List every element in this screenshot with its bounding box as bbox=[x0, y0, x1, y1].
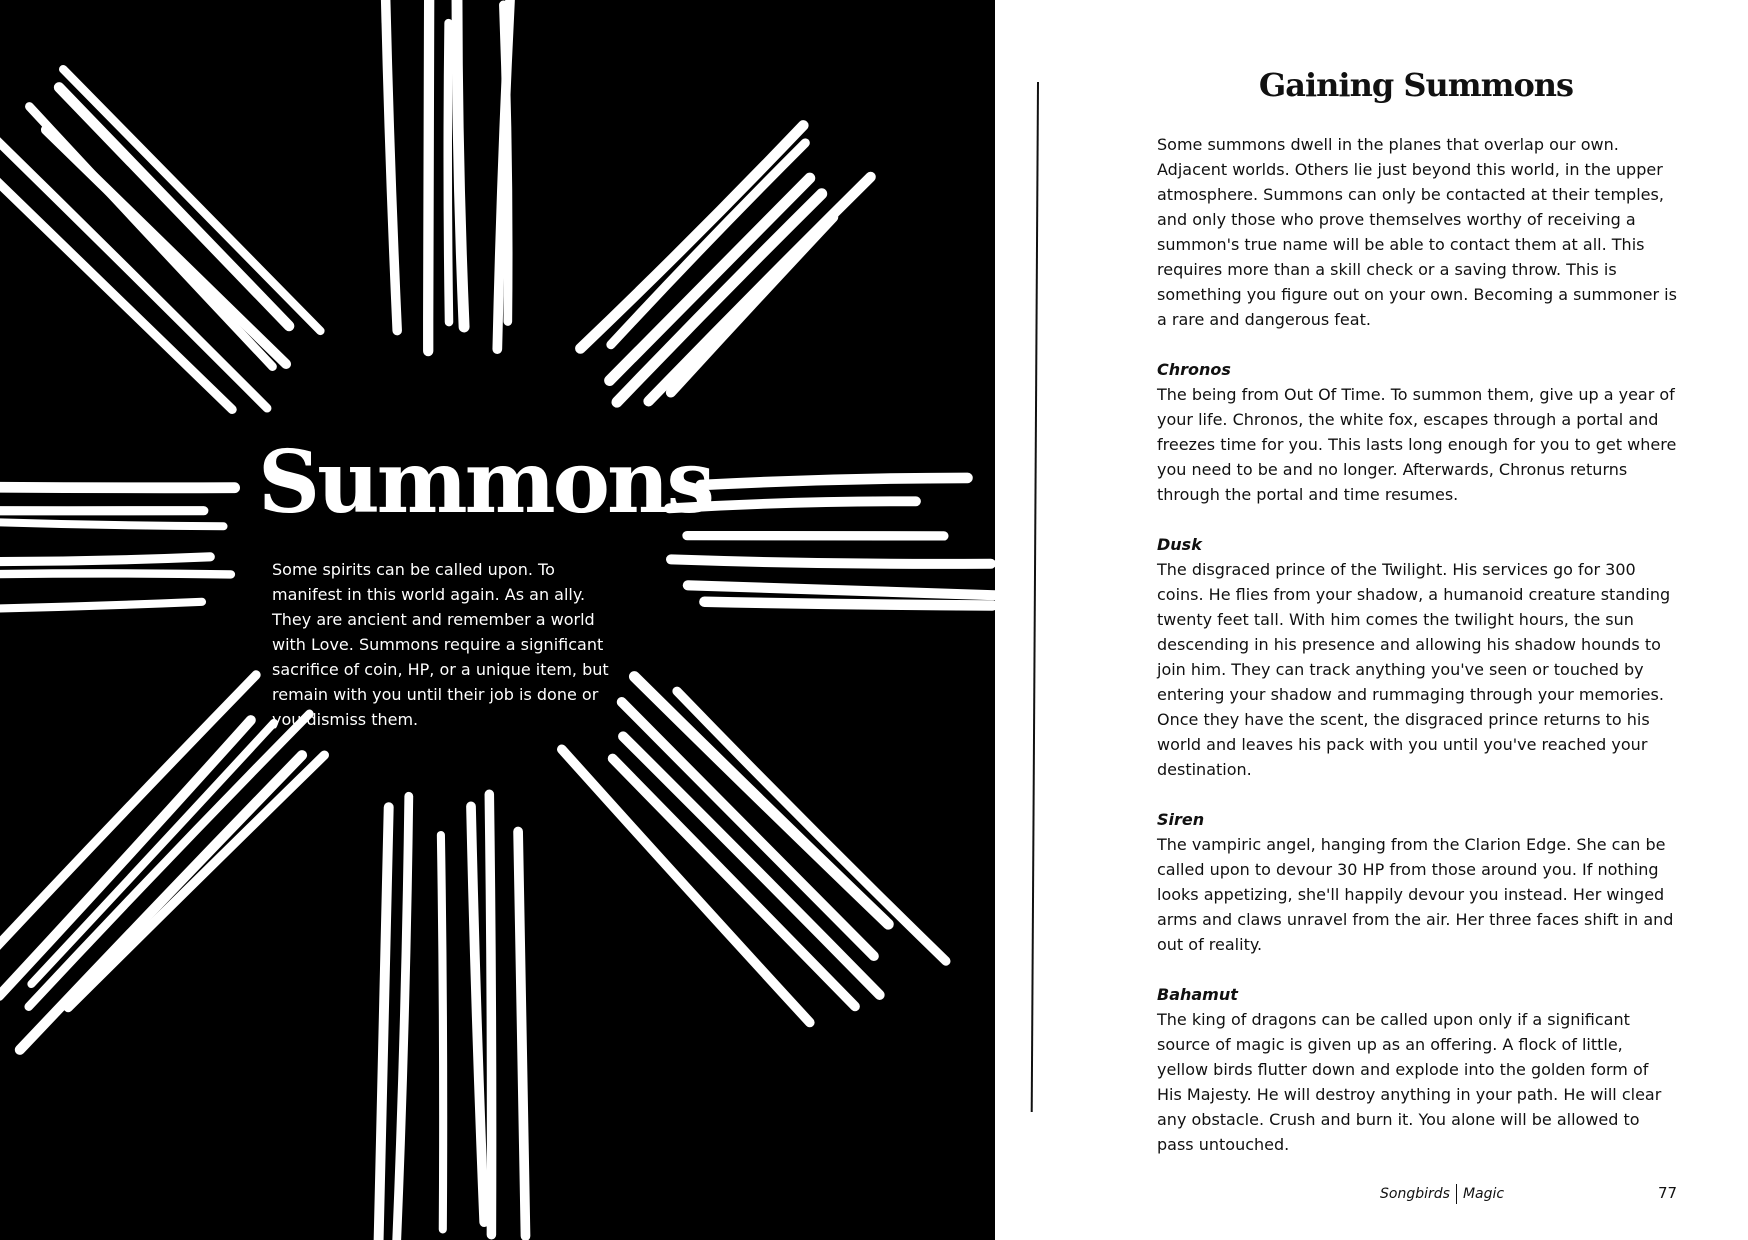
entry-text: The king of dragons can be called upon only if a significant source of magic is given up as an offering. A flock of little, yellow birds flutter down and explode into the golden form of His Majesty. He will destroy anything in your path. He will clear any obstacle. Crush and burn it. You alone will be allowed to pass untouched. bbox=[1157, 1010, 1662, 1154]
ray-stroke bbox=[613, 759, 855, 1007]
ray-stroke bbox=[704, 602, 992, 606]
ray-stroke bbox=[503, 5, 508, 322]
ray-stroke bbox=[688, 585, 995, 595]
ray-stroke bbox=[59, 87, 289, 326]
ray-stroke bbox=[46, 130, 286, 364]
ray-stroke bbox=[0, 573, 231, 575]
ray-stroke bbox=[63, 69, 320, 331]
ray-stroke bbox=[31, 723, 274, 984]
ray-stroke bbox=[622, 702, 874, 956]
ray-stroke bbox=[0, 519, 224, 526]
summon-entry-dusk bbox=[1157, 532, 1677, 782]
vertical-divider bbox=[1031, 82, 1039, 1112]
page-number: 77 bbox=[1658, 1184, 1678, 1202]
running-footer bbox=[1380, 1184, 1504, 1204]
ray-stroke bbox=[489, 794, 491, 1234]
ray-stroke bbox=[701, 478, 968, 485]
ray-stroke bbox=[441, 835, 443, 1229]
page-title-right: Gaining Summons bbox=[1258, 66, 1574, 104]
summons-list bbox=[1157, 357, 1677, 1182]
summon-entry-bahamut bbox=[1157, 982, 1677, 1157]
page-title-left: Summons bbox=[258, 432, 712, 533]
entry-text: The disgraced prince of the Twilight. His services go for 300 coins. He flies from your shadow, a humanoid creature standing twenty feet tall. With him comes the twilight hours, the sun descending in his presence and allowing his shadow hounds to join him. They can track anything you've seen or touched by entering your shadow and rummaging through your memories. Once they have the scent, the disgraced prince returns to his world and leaves his pack with you until you've reached your destination. bbox=[1157, 560, 1671, 779]
ray-stroke bbox=[428, 0, 429, 351]
summon-entry-siren bbox=[1157, 807, 1677, 957]
ray-stroke bbox=[385, 0, 397, 331]
ray-stroke bbox=[448, 23, 449, 322]
entry-name: Bahamut bbox=[1157, 985, 1238, 1004]
ray-stroke bbox=[518, 832, 525, 1237]
ray-stroke bbox=[0, 602, 202, 611]
ray-stroke bbox=[395, 796, 409, 1240]
entry-text: The vampiric angel, hanging from the Clarion Edge. She can be called upon to devour 30 HP from those around you. If nothing looks appetizing, she'll happily devour you instead. Her winged arms and claws unravel from the air. Her three faces shift in and out of reality. bbox=[1157, 835, 1674, 954]
footer-chapter: Magic bbox=[1462, 1186, 1505, 1202]
footer-separator bbox=[1456, 1184, 1457, 1204]
entry-name: Dusk bbox=[1157, 535, 1202, 554]
ray-stroke bbox=[0, 557, 210, 562]
ray-stroke bbox=[471, 806, 484, 1222]
ray-stroke bbox=[634, 677, 888, 925]
summon-entry-chronos bbox=[1157, 357, 1677, 507]
ray-stroke bbox=[379, 807, 389, 1240]
ray-stroke bbox=[580, 125, 803, 348]
left-intro-text: Some spirits can be called upon. To manifest in this world again. As an ally. They are ancient and remember a world with Love. Summons require a significant sacrifice of coin, HP, or a unique item, but remain with you until their job is done or you dismiss them. bbox=[272, 560, 609, 729]
ray-stroke bbox=[671, 559, 991, 563]
entry-name: Siren bbox=[1157, 810, 1205, 829]
ray-stroke bbox=[20, 755, 302, 1050]
footer-book-title: Songbirds bbox=[1380, 1186, 1450, 1202]
ray-stroke bbox=[29, 714, 310, 1007]
right-intro-text: Some summons dwell in the planes that overlap our own. Adjacent worlds. Others lie just beyond this world, in the upper atmosphere. Summons can only be contacted at their temples, and only those who prove themselves worthy of receiving a summon's true name will be able to contact them at all. This requires more than a skill check or a saving throw. This is something you figure out on your own. Becoming a summoner is a rare and dangerous feat. bbox=[1157, 135, 1677, 329]
entry-text: The being from Out Of Time. To summon them, give up a year of your life. Chronos, the white fox, escapes through a portal and freezes time for you. This lasts long enough for you to get where you need to be and no longer. Afterwards, Chronus returns through the portal and time resumes. bbox=[1157, 385, 1677, 504]
ray-stroke bbox=[457, 0, 464, 327]
ray-stroke bbox=[0, 486, 235, 488]
entry-name: Chronos bbox=[1157, 360, 1231, 379]
